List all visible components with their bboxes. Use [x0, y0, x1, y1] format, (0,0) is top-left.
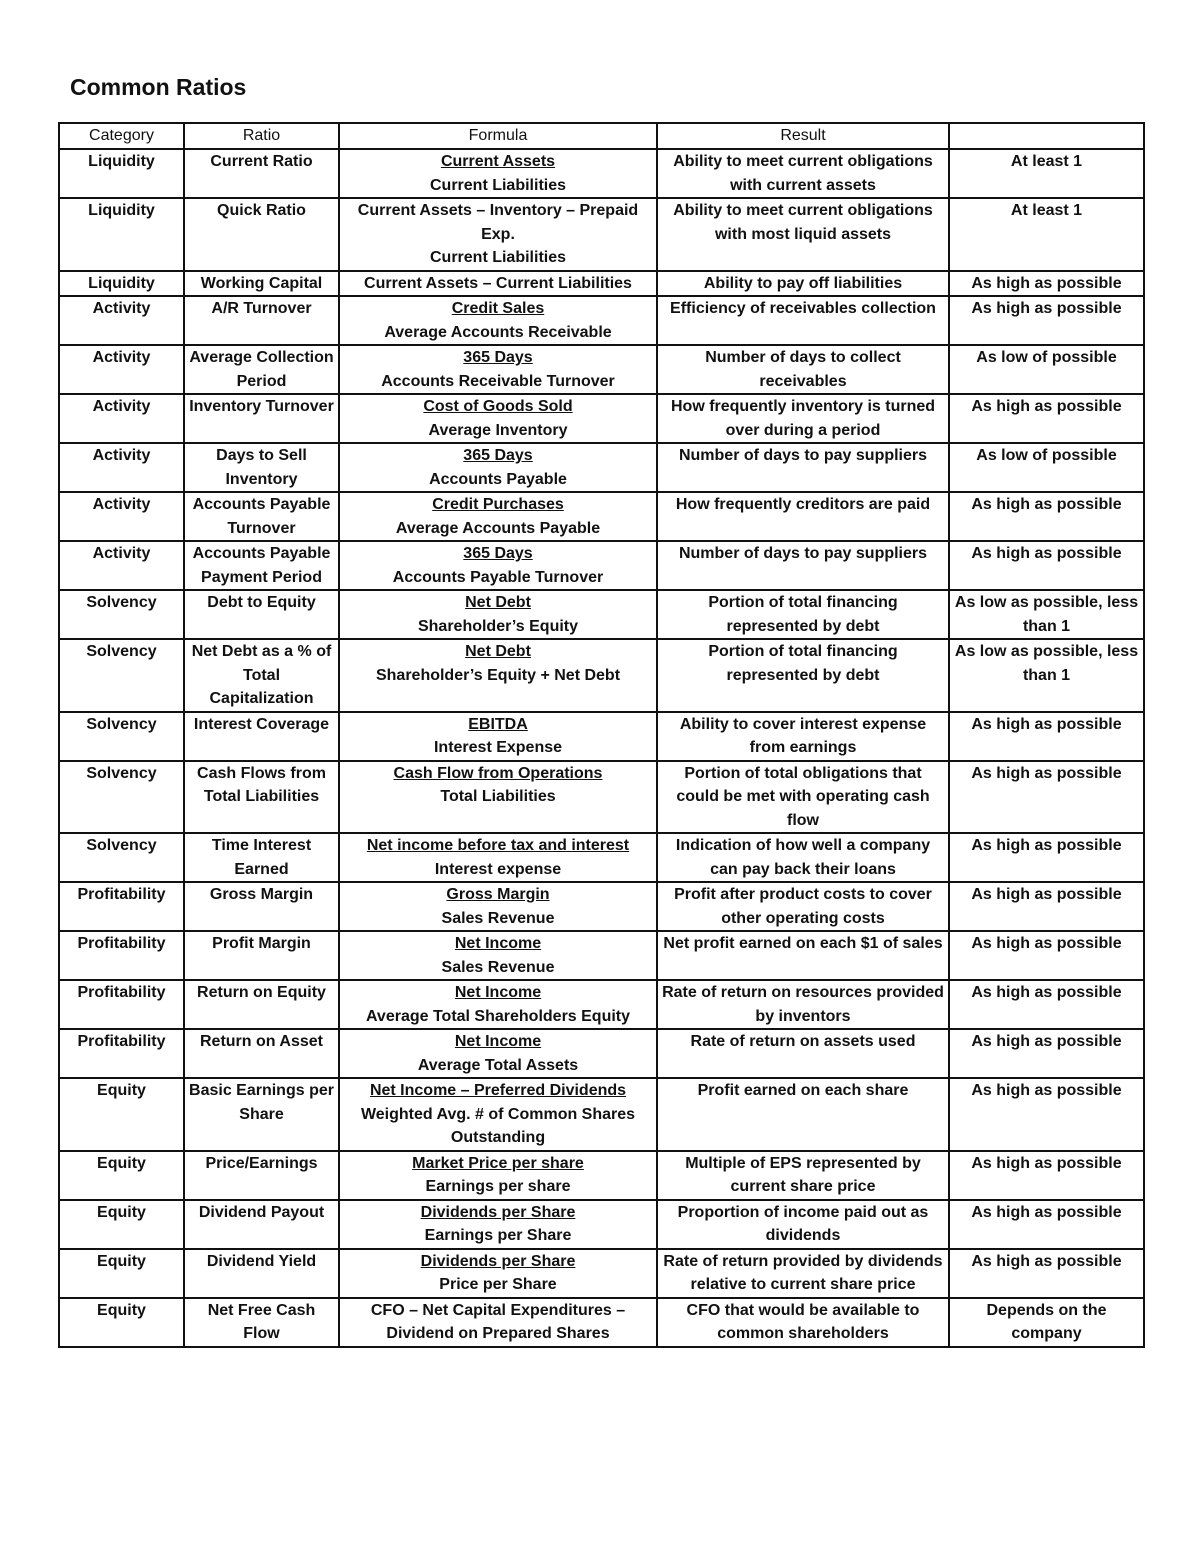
table-row	[59, 198, 1144, 271]
category-cell: Equity	[59, 1200, 184, 1249]
formula-cell	[339, 882, 657, 931]
ratio-cell: Profit Margin	[184, 931, 339, 980]
table-row	[59, 639, 1144, 712]
category-cell: Equity	[59, 1298, 184, 1347]
ratio-cell: Current Ratio	[184, 149, 339, 198]
result-cell: How frequently creditors are paid	[657, 492, 949, 541]
formula-cell	[339, 590, 657, 639]
table-row	[59, 980, 1144, 1029]
formula-cell	[339, 271, 657, 297]
ratio-cell: Dividend Yield	[184, 1249, 339, 1298]
formula-denominator: Earnings per Share	[424, 1227, 572, 1244]
target-cell: As low as possible, less than 1	[949, 590, 1144, 639]
formula-denominator: Average Total Assets	[417, 1056, 579, 1074]
header-formula: Formula	[339, 123, 657, 149]
target-cell: As high as possible	[949, 541, 1144, 590]
result-cell: Rate of return on resources provided by inventors	[657, 980, 949, 1029]
table-row	[59, 345, 1144, 394]
formula-numerator: 365 Days	[463, 349, 533, 366]
formula-denominator: Accounts Receivable Turnover	[381, 372, 615, 390]
result-cell: Ability to meet current obligations with current assets	[657, 149, 949, 198]
target-cell: As high as possible	[949, 1029, 1144, 1078]
formula-cell	[339, 541, 657, 590]
formula-numerator: EBITDA	[468, 715, 528, 733]
formula-numerator: Market Price per share	[412, 1154, 584, 1172]
table-row	[59, 712, 1144, 761]
result-cell: Portion of total obligations that could be met with operating cash flow	[657, 761, 949, 834]
ratio-cell: A/R Turnover	[184, 296, 339, 345]
ratio-cell: Days to Sell Inventory	[184, 443, 339, 492]
formula-denominator: Average Accounts Receivable	[384, 323, 612, 341]
formula-denominator: Earnings per share	[425, 1178, 571, 1195]
result-cell: Ability to cover interest expense from earnings	[657, 712, 949, 761]
category-cell: Solvency	[59, 639, 184, 712]
table-row	[59, 833, 1144, 882]
formula-denominator: Average Inventory	[428, 421, 568, 439]
table-row	[59, 271, 1144, 297]
formula-cell	[339, 1200, 657, 1249]
result-cell: Ability to meet current obligations with most liquid assets	[657, 198, 949, 271]
category-cell: Solvency	[59, 833, 184, 882]
formula-cell	[339, 1298, 657, 1347]
header-result: Result	[657, 123, 949, 149]
formula-cell	[339, 443, 657, 492]
category-cell: Liquidity	[59, 198, 184, 271]
ratio-cell: Inventory Turnover	[184, 394, 339, 443]
formula-cell	[339, 980, 657, 1029]
ratio-cell: Net Free Cash Flow	[184, 1298, 339, 1347]
ratio-cell: Average Collection Period	[184, 345, 339, 394]
formula-denominator: Current Liabilities	[429, 249, 567, 266]
target-cell: As high as possible	[949, 1078, 1144, 1151]
formula-numerator: Dividends per Share	[420, 1203, 576, 1221]
target-cell: As high as possible	[949, 980, 1144, 1029]
category-cell: Profitability	[59, 1029, 184, 1078]
category-cell: Activity	[59, 443, 184, 492]
target-cell: As low of possible	[949, 443, 1144, 492]
formula-cell	[339, 296, 657, 345]
ratio-cell: Working Capital	[184, 271, 339, 297]
formula-numerator: Gross Margin	[446, 886, 550, 903]
result-cell: Number of days to pay suppliers	[657, 443, 949, 492]
formula-cell	[339, 345, 657, 394]
target-cell: At least 1	[949, 149, 1144, 198]
result-cell: Indication of how well a company can pay back their loans	[657, 833, 949, 882]
formula-numerator: Net Income	[454, 1033, 542, 1050]
ratio-cell: Price/Earnings	[184, 1151, 339, 1200]
category-cell: Activity	[59, 296, 184, 345]
ratio-cell: Accounts Payable Payment Period	[184, 541, 339, 590]
formula-cell	[339, 833, 657, 882]
result-cell: Efficiency of receivables collection	[657, 296, 949, 345]
formula-denominator: Total Liabilities	[440, 788, 556, 805]
formula-cell	[339, 931, 657, 980]
ratio-cell: Cash Flows from Total Liabilities	[184, 761, 339, 834]
ratio-cell: Net Debt as a % of Total Capitalization	[184, 639, 339, 712]
table-row	[59, 761, 1144, 834]
formula-numerator: Credit Sales	[451, 300, 545, 317]
formula-denominator: Shareholder’s Equity	[417, 617, 579, 635]
category-cell: Liquidity	[59, 149, 184, 198]
formula-numerator: 365 Days	[463, 447, 533, 464]
table-row	[59, 1200, 1144, 1249]
formula-cell	[339, 761, 657, 834]
header-row	[59, 123, 1144, 149]
category-cell: Profitability	[59, 980, 184, 1029]
ratio-cell: Time Interest Earned	[184, 833, 339, 882]
formula-denominator: Average Accounts Payable	[395, 519, 601, 537]
category-cell: Solvency	[59, 761, 184, 834]
formula-denominator: Interest expense	[434, 860, 562, 878]
formula-cell	[339, 1029, 657, 1078]
formula-cell	[339, 1078, 657, 1151]
category-cell: Equity	[59, 1078, 184, 1151]
target-cell: As high as possible	[949, 492, 1144, 541]
table-row	[59, 149, 1144, 198]
formula-denominator: Average Total Shareholders Equity	[365, 1007, 631, 1025]
result-cell: Profit after product costs to cover other operating costs	[657, 882, 949, 931]
target-cell: As high as possible	[949, 394, 1144, 443]
formula-denominator: Current Liabilities	[429, 176, 567, 194]
formula-numerator: Net Debt	[465, 594, 531, 611]
header-target	[949, 123, 1144, 149]
ratio-cell: Accounts Payable Turnover	[184, 492, 339, 541]
result-cell: Number of days to pay suppliers	[657, 541, 949, 590]
ratio-cell: Return on Asset	[184, 1029, 339, 1078]
formula-cell	[339, 639, 657, 712]
ratio-cell: Return on Equity	[184, 980, 339, 1029]
formula-numerator: Net Income	[454, 935, 542, 952]
result-cell: Rate of return provided by dividends relative to current share price	[657, 1249, 949, 1298]
header-ratio: Ratio	[184, 123, 339, 149]
table-row	[59, 394, 1144, 443]
category-cell: Activity	[59, 541, 184, 590]
formula-denominator: Weighted Avg. # of Common Shares Outstanding	[360, 1105, 636, 1146]
table-row	[59, 1298, 1144, 1347]
target-cell: As high as possible	[949, 271, 1144, 297]
formula-cell	[339, 1151, 657, 1200]
target-cell: As low of possible	[949, 345, 1144, 394]
ratio-cell: Gross Margin	[184, 882, 339, 931]
formula-numerator: Net income before tax and interest	[366, 837, 630, 854]
formula-text: Current Assets – Inventory – Prepaid Exp.	[357, 202, 639, 243]
ratio-cell: Debt to Equity	[184, 590, 339, 639]
formula-cell	[339, 149, 657, 198]
category-cell: Activity	[59, 492, 184, 541]
formula-numerator: Net Debt	[465, 643, 531, 660]
result-cell: Proportion of income paid out as dividends	[657, 1200, 949, 1249]
ratio-cell: Basic Earnings per Share	[184, 1078, 339, 1151]
result-cell: Ability to pay off liabilities	[657, 271, 949, 297]
target-cell: Depends on the company	[949, 1298, 1144, 1347]
formula-cell	[339, 394, 657, 443]
formula-numerator: Net Income	[454, 984, 542, 1001]
result-cell: Portion of total financing represented by debt	[657, 590, 949, 639]
target-cell: As high as possible	[949, 882, 1144, 931]
result-cell: Net profit earned on each $1 of sales	[657, 931, 949, 980]
formula-numerator: Cost of Goods Sold	[423, 398, 573, 415]
formula-numerator: Credit Purchases	[432, 496, 564, 513]
category-cell: Equity	[59, 1151, 184, 1200]
formula-numerator: Current Assets	[440, 153, 556, 170]
result-cell: CFO that would be available to common shareholders	[657, 1298, 949, 1347]
category-cell: Equity	[59, 1249, 184, 1298]
table-row	[59, 492, 1144, 541]
result-cell: Multiple of EPS represented by current share price	[657, 1151, 949, 1200]
table-row	[59, 590, 1144, 639]
target-cell: As low as possible, less than 1	[949, 639, 1144, 712]
formula-cell	[339, 1249, 657, 1298]
table-body	[59, 149, 1144, 1347]
formula-denominator: Price per Share	[439, 1276, 557, 1293]
formula-numerator: Cash Flow from Operations	[393, 764, 603, 782]
target-cell: As high as possible	[949, 833, 1144, 882]
result-cell: Profit earned on each share	[657, 1078, 949, 1151]
formula-denominator: Accounts Payable Turnover	[392, 568, 604, 586]
header-category: Category	[59, 123, 184, 149]
target-cell: As high as possible	[949, 712, 1144, 761]
formula-cell	[339, 198, 657, 271]
ratio-cell: Interest Coverage	[184, 712, 339, 761]
category-cell: Liquidity	[59, 271, 184, 297]
table-row	[59, 1249, 1144, 1298]
result-cell: How frequently inventory is turned over during a period	[657, 394, 949, 443]
result-cell: Portion of total financing represented by debt	[657, 639, 949, 712]
category-cell: Profitability	[59, 882, 184, 931]
formula-text: Current Assets – Current Liabilities	[364, 274, 632, 292]
formula-denominator: Sales Revenue	[441, 909, 555, 927]
ratio-cell: Quick Ratio	[184, 198, 339, 271]
category-cell: Solvency	[59, 590, 184, 639]
ratio-cell: Dividend Payout	[184, 1200, 339, 1249]
target-cell: As high as possible	[949, 1249, 1144, 1298]
table-row	[59, 1078, 1144, 1151]
formula-numerator: Dividends per Share	[420, 1252, 576, 1270]
formula-cell	[339, 712, 657, 761]
formula-denominator: Accounts Payable	[429, 470, 567, 488]
target-cell: At least 1	[949, 198, 1144, 271]
table-row	[59, 882, 1144, 931]
formula-denominator: Interest Expense	[433, 739, 563, 756]
table-row	[59, 296, 1144, 345]
formula-numerator: Net Income – Preferred Dividends	[369, 1082, 627, 1099]
category-cell: Solvency	[59, 712, 184, 761]
target-cell: As high as possible	[949, 931, 1144, 980]
target-cell: As high as possible	[949, 1200, 1144, 1249]
formula-denominator: Sales Revenue	[441, 958, 555, 976]
formula-cell	[339, 492, 657, 541]
table-row	[59, 931, 1144, 980]
result-cell: Rate of return on assets used	[657, 1029, 949, 1078]
target-cell: As high as possible	[949, 296, 1144, 345]
table-row	[59, 1151, 1144, 1200]
category-cell: Activity	[59, 345, 184, 394]
table-row	[59, 1029, 1144, 1078]
table-row	[59, 541, 1144, 590]
target-cell: As high as possible	[949, 1151, 1144, 1200]
formula-text: CFO – Net Capital Expenditures – Dividend on Prepared Shares	[370, 1301, 626, 1342]
result-cell: Number of days to collect receivables	[657, 345, 949, 394]
category-cell: Activity	[59, 394, 184, 443]
target-cell: As high as possible	[949, 761, 1144, 834]
formula-denominator: Shareholder’s Equity + Net Debt	[375, 666, 621, 684]
category-cell: Profitability	[59, 931, 184, 980]
table-row	[59, 443, 1144, 492]
formula-numerator: 365 Days	[463, 545, 533, 562]
ratios-table	[58, 122, 1145, 1348]
page-title: Common Ratios	[70, 74, 247, 100]
